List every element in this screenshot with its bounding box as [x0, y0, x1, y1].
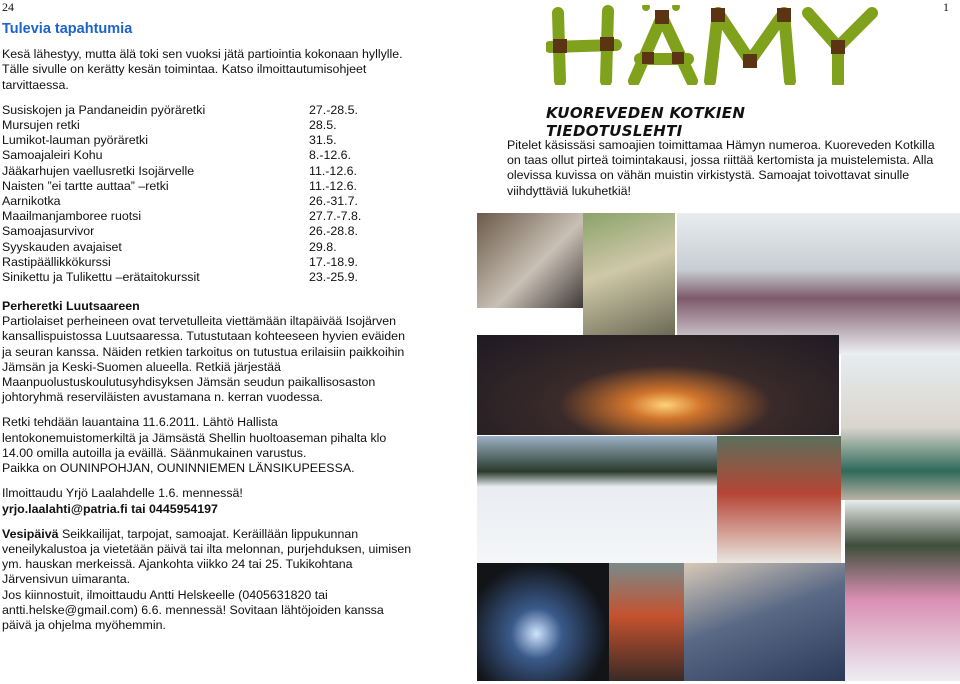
editor-intro: Pitelet käsissäsi samoajien toimittamaa Hämyn numeroa. Kuoreveden Kotkilla on taas ollut pirteä toimintakausi, jossa riittää kertomista ja muistelemista. Alla olevissa kuvissa on vähän muistin virkistystä. Samoajat toivottavat sinulle viihdyttäviä lukuhetkiä!	[507, 138, 935, 198]
vesipaiva-label: Vesipäivä	[2, 526, 59, 541]
masthead-subtitle: KUOREVEDEN KOTKIEN TIEDOTUSLEHTI	[546, 104, 746, 140]
page-number-right: 1	[943, 0, 949, 14]
photo-scout-hats	[477, 213, 587, 308]
luutsaari-travel: Retki tehdään lauantaina 11.6.2011. Lähtö Hallista lentokonemuistomerkiltä ja Jämsästä Shellin huoltoaseman pihalta klo 14.00 omilla autoilla ja eväillä. Säänmukainen varustus.	[2, 415, 387, 460]
section-title: Tulevia tapahtumia	[2, 21, 133, 37]
vesipaiva-body: Seikkailijat, tarpojat, samoajat. Keräillään lippukunnan veneilykalustoa ja vietetään päivä tai ilta melonnan, purjehduksen, uimisen ym. hauskan merkeissä. Ajankohta viikko 24 tai 25. Tukikohtana Järvensivun uimaranta.	[2, 526, 412, 587]
photo-winter-kids	[845, 500, 960, 681]
event-name: Naisten ”ei tartte auttaa” –retki	[2, 178, 169, 193]
schedule-row	[2, 148, 412, 163]
luutsaari-place: Paikka on OUNINPOHJAN, OUNINNIEMEN LÄNSIKUPEESSA.	[2, 461, 355, 476]
photo-group-winter	[677, 213, 960, 355]
schedule-row	[2, 179, 412, 194]
schedule-row	[2, 164, 412, 179]
schedule-row	[2, 255, 412, 270]
schedule-list	[2, 103, 412, 285]
event-date: 11.-12.6.	[309, 163, 357, 178]
photo-blindfold-game	[684, 563, 845, 681]
event-date: 27.-28.5.	[309, 102, 358, 117]
event-name: Syyskauden avajaiset	[2, 239, 122, 254]
photo-ice-tug	[477, 436, 717, 563]
hamy-logo	[546, 5, 886, 85]
event-name: Aarnikotka	[2, 193, 61, 208]
event-date: 8.-12.6.	[309, 148, 352, 163]
schedule-row	[2, 209, 412, 224]
photo-playhouse	[841, 355, 960, 500]
schedule-row	[2, 240, 412, 255]
luutsaari-contact[interactable]: yrjo.laalahti@patria.fi tai 0445954197	[2, 501, 218, 516]
event-date: 28.5.	[309, 118, 337, 132]
event-date: 29.8.	[309, 239, 337, 254]
event-date: 23.-25.9.	[309, 269, 358, 284]
vesipaiva-contact: Jos kiinnostuit, ilmoittaudu Antti Helskeelle (0405631820 tai antti.helske@gmail.com) 6.6. mennessä! Sovitaan lähtöjoiden kanssa päivä ja ohjelma myöhemmin.	[2, 587, 384, 632]
photo-cave-headlamp	[477, 563, 609, 681]
event-name: Sinikettu ja Tulikettu –erätaitokurssit	[2, 269, 200, 284]
schedule-row	[2, 118, 412, 133]
schedule-row	[2, 270, 412, 285]
event-date: 26.-31.7.	[309, 193, 358, 208]
event-name: Susiskojen ja Pandaneidin pyöräretki	[2, 102, 206, 117]
luutsaari-body: Partiolaiset perheineen ovat tervetulleita viettämään iltapäivää Isojärven kansallispuistossa Luutsaaressa. Tutustutaan kohteeseen hyvien eväiden ja seuran kanssa. Näiden retkien tarkoitus on tutustua erilaisiin paikkoihin Jämsän ja Keski-Suomen alueella. Retkiä järjestää Maanpuolustuskoulutusyhdisyksen Jämsän seudun paikallisosaston johtoryhmä reserviläisten avustamana n. kerran vuodessa.	[2, 314, 405, 405]
schedule-row	[2, 224, 412, 239]
vesipaiva-section	[2, 527, 412, 633]
photo-campfire-evening	[477, 335, 839, 435]
photo-scout-sled	[717, 436, 841, 563]
event-date: 27.7.-7.8.	[309, 209, 362, 224]
event-date: 17.-18.9.	[309, 254, 358, 269]
schedule-row	[2, 194, 412, 209]
event-name: Maailmanjamboree ruotsi	[2, 209, 142, 224]
photo-red-hat	[609, 563, 684, 681]
schedule-row	[2, 103, 412, 118]
left-column	[2, 22, 412, 633]
event-date: 11.-12.6.	[309, 178, 357, 193]
luutsaari-section	[2, 299, 412, 517]
event-name: Lumikot-lauman pyöräretki	[2, 133, 148, 148]
luutsaari-signup: Ilmoittaudu Yrjö Laalahdelle 1.6. mennessä!	[2, 486, 243, 501]
event-date: 31.5.	[309, 133, 337, 148]
intro-paragraph: Kesä lähestyy, mutta älä toki sen vuoksi jätä partiointia kokonaan hyllylle. Tälle sivulle on kerätty kesän toimintaa. Katso ilmoittautumisohjeet tarvittaessa.	[2, 47, 403, 92]
event-name: Rastipäällikkökurssi	[2, 254, 111, 269]
event-name: Jääkarhujen vaellusretki Isojärvelle	[2, 163, 195, 178]
event-date: 26.-28.8.	[309, 224, 358, 239]
event-name: Mursujen retki	[2, 118, 80, 132]
schedule-row	[2, 133, 412, 148]
photo-tent-camp	[583, 213, 675, 335]
luutsaari-heading: Perheretki Luutsaareen	[2, 299, 140, 314]
event-name: Samoajasurvivor	[2, 224, 95, 239]
page-number-left: 24	[2, 0, 14, 14]
event-name: Samoajaleiri Kohu	[2, 148, 103, 163]
